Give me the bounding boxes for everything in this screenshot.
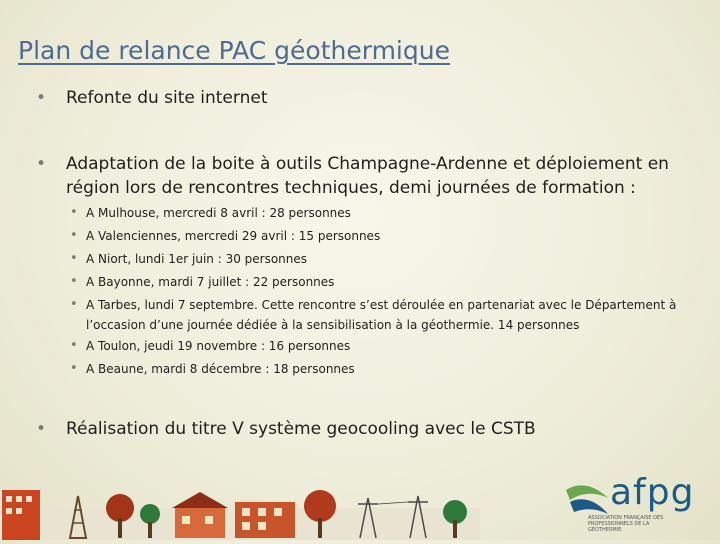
sub-item-text: A Mulhouse, mercredi 8 avril : 28 personnes [86,206,351,220]
bullet-icon: • [70,338,78,353]
bullet-text: Refonte du site internet [66,88,268,108]
bullet-icon: • [70,297,78,312]
bullet-text: Réalisation du titre V système geocooling avec le CSTB [66,419,536,439]
afpg-logo [560,472,710,532]
footer-illustration [0,478,480,540]
afpg-logo-text: afpg [610,472,695,513]
sub-item-text: A Beaune, mardi 8 décembre : 18 personnes [86,362,355,376]
afpg-logo-tagline: ASSOCIATION FRANÇAISE DES PROFESSIONNELS DE LA GÉOTHERMIE [588,515,664,533]
bullet-icon: • [70,205,78,220]
bullet-icon: • [36,154,47,174]
sub-item-text: A Bayonne, mardi 7 juillet : 22 personnes [86,275,335,289]
bullet-icon: • [70,228,78,243]
sub-item-text: A Tarbes, lundi 7 septembre. Cette rencontre s’est déroulée en partenariat avec le Département à l’occasion d’une journée dédiée à la sensibilisation à la géothermie. 14 personnes [86,298,677,332]
footer-illustration-svg [0,478,480,540]
slide-title: Plan de relance PAC géothermique [18,36,450,65]
sub-item-text: A Valenciennes, mercredi 29 avril : 15 personnes [86,229,381,243]
bullet-icon: • [70,251,78,266]
bullet-icon: • [36,88,47,108]
bullet-text: Adaptation de la boite à outils Champagne-Ardenne et déploiement en région lors de rencontres techniques, demi journées de formation : [66,154,669,198]
bullet-icon: • [70,361,78,376]
sub-item-text: A Niort, lundi 1er juin : 30 personnes [86,252,308,266]
bullet-icon: • [70,274,78,289]
sub-item-text: A Toulon, jeudi 19 novembre : 16 personnes [86,339,351,353]
bullet-icon: • [36,419,47,439]
